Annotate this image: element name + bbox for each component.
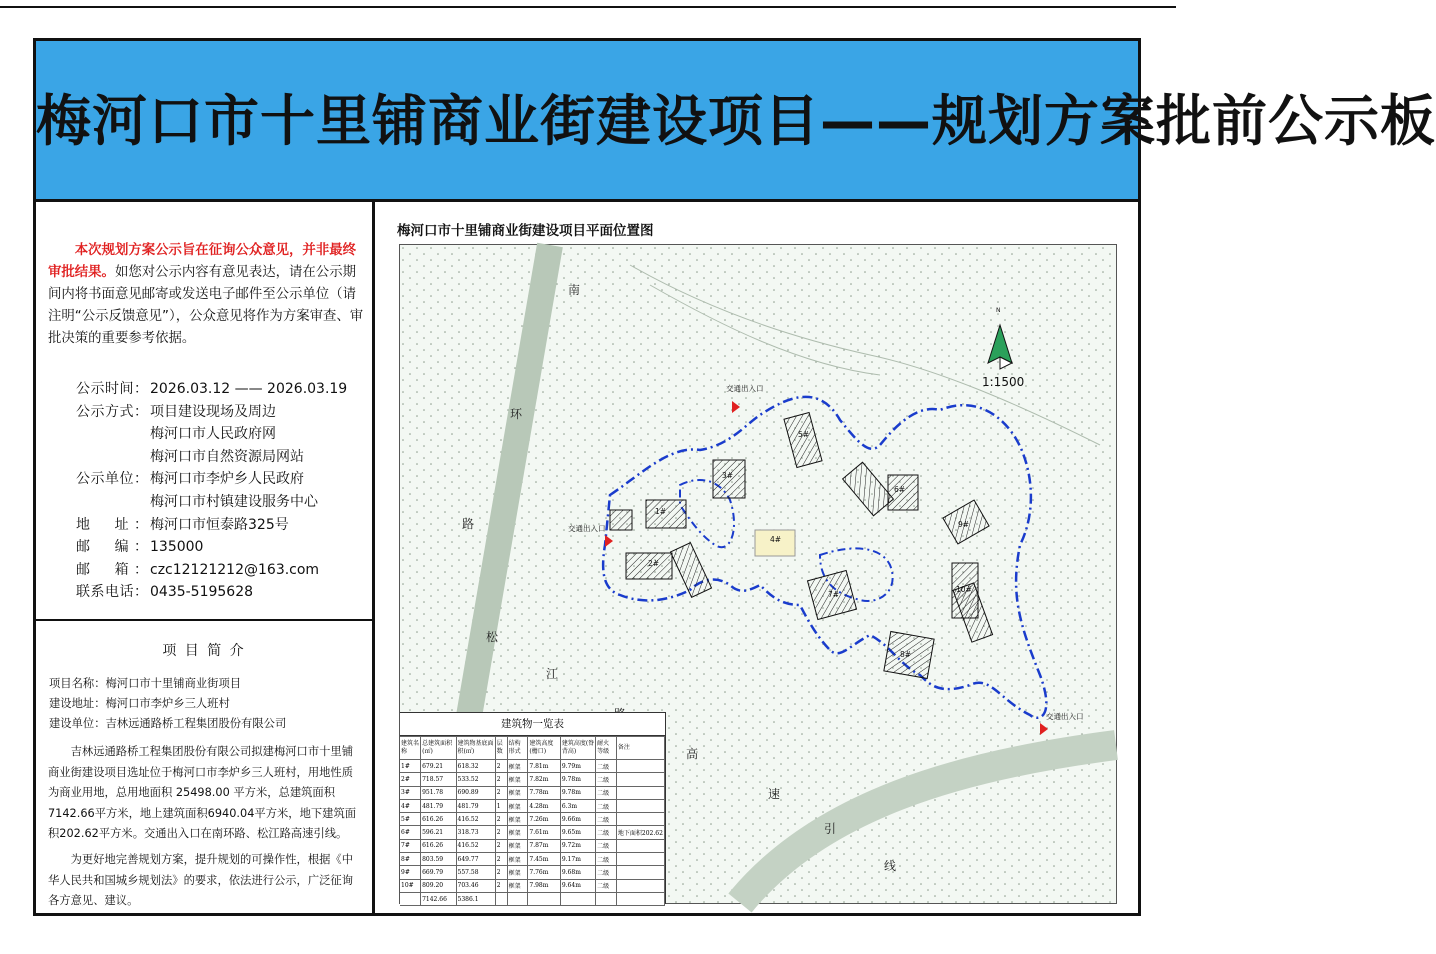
- table-body: [400, 760, 665, 906]
- panel-divider: [36, 619, 372, 621]
- road-label: 南: [568, 283, 581, 297]
- table-header-cell: 耐火等级: [596, 737, 617, 760]
- info-method-row-2: [76, 423, 347, 446]
- table-row: [400, 839, 665, 852]
- table-header-cell: 结构形式: [507, 737, 528, 760]
- table-cell: [507, 892, 528, 905]
- info-value: 135000: [150, 539, 204, 556]
- info-value: 梅河口市人民政府网: [150, 426, 276, 443]
- table-cell: 7.87m: [528, 839, 560, 852]
- table-cell: 6.3m: [560, 799, 595, 812]
- map-scale: 1:1500: [982, 375, 1025, 389]
- table-cell: 9.65m: [560, 826, 595, 839]
- road-label: 江: [546, 667, 559, 681]
- table-cell: 二级: [596, 866, 617, 879]
- table-cell: 9.68m: [560, 866, 595, 879]
- info-unit-row: [76, 468, 347, 491]
- table-cell: 1#: [400, 760, 421, 773]
- info-label: 邮 编：: [76, 539, 148, 556]
- info-value: 2026.03.12 —— 2026.03.19: [150, 381, 348, 397]
- table-cell: 679.21: [421, 760, 456, 773]
- table-cell: 4#: [400, 799, 421, 812]
- building-label: 7#: [828, 590, 840, 599]
- table-cell: 803.59: [421, 853, 456, 866]
- table-cell: 7.78m: [528, 786, 560, 799]
- table-cell: 2: [495, 773, 507, 786]
- table-cell: 718.57: [421, 773, 456, 786]
- table-cell: 618.32: [456, 760, 495, 773]
- table-cell: 框架: [507, 839, 528, 852]
- table-header-row: [400, 737, 665, 760]
- table-row: [400, 760, 665, 773]
- table-cell: [616, 773, 664, 786]
- table-cell: 二级: [596, 853, 617, 866]
- building-label: 9#: [958, 520, 970, 529]
- table-cell: 557.58: [456, 866, 495, 879]
- table-cell: 2: [495, 853, 507, 866]
- table-cell: 7.76m: [528, 866, 560, 879]
- building-label: 5#: [798, 430, 810, 439]
- building-label: 10#: [956, 585, 972, 594]
- info-label: 邮 箱：: [76, 561, 148, 578]
- info-address-row: [76, 514, 347, 537]
- project-builder: 建设单位：吉林远通路桥工程集团股份有限公司: [49, 717, 287, 730]
- road-label: 引: [824, 822, 837, 836]
- table-cell: [616, 799, 664, 812]
- building-table-grid: [400, 736, 665, 906]
- table-row: [400, 799, 665, 812]
- building-table: [400, 712, 666, 904]
- table-cell: [560, 892, 595, 905]
- table-cell: 框架: [507, 826, 528, 839]
- table-cell: 596.21: [421, 826, 456, 839]
- info-value: 0435-5195628: [150, 584, 254, 601]
- exit-label: 交通出入口: [726, 384, 764, 393]
- table-cell: 4.28m: [528, 799, 560, 812]
- exit-label: 交通出入口: [568, 524, 606, 533]
- table-header-cell: 建筑高度(脊背高): [560, 737, 595, 760]
- table-row: [400, 866, 665, 879]
- table-header-cell: 备注: [616, 737, 664, 760]
- info-value: 梅河口市村镇建设服务中心: [150, 493, 318, 510]
- info-zip-row: [76, 536, 347, 559]
- table-cell: 9.64m: [560, 879, 595, 892]
- table-cell: 7.45m: [528, 853, 560, 866]
- table-cell: [616, 813, 664, 826]
- table-row: [400, 826, 665, 839]
- table-header-cell: 建筑高度(檐口): [528, 737, 560, 760]
- table-cell: 2: [495, 879, 507, 892]
- road-label: 路: [462, 517, 475, 531]
- info-time-row: [76, 378, 347, 401]
- table-cell: 7.82m: [528, 773, 560, 786]
- table-cell: 2: [495, 760, 507, 773]
- info-value: 项目建设现场及周边: [150, 403, 276, 420]
- table-row: [400, 773, 665, 786]
- table-cell: [616, 839, 664, 852]
- top-rule: [0, 6, 1176, 8]
- table-cell: 二级: [596, 760, 617, 773]
- table-cell: 7.61m: [528, 826, 560, 839]
- table-cell: 5#: [400, 813, 421, 826]
- road-label: 高: [686, 747, 699, 761]
- project-site: 建设地址：梅河口市李炉乡三人班村: [49, 697, 230, 710]
- info-label: 公示时间：: [76, 381, 148, 397]
- table-cell: 1: [495, 799, 507, 812]
- table-row: [400, 786, 665, 799]
- building-label: 1#: [655, 507, 667, 516]
- table-cell: 二级: [596, 773, 617, 786]
- table-cell: 10#: [400, 879, 421, 892]
- exit-label: 交通出入口: [1046, 712, 1084, 721]
- table-cell: 7#: [400, 839, 421, 852]
- info-unit-row-2: [76, 491, 347, 514]
- intro-paragraph-2: 为更好地完善规划方案，提升规划的可操作性，根据《中华人民共和国城乡规划法》的要求，依法进行公示，广泛征询各方意见、建议。: [48, 853, 354, 907]
- table-cell: [495, 892, 507, 905]
- table-cell: 481.79: [456, 799, 495, 812]
- table-cell: 318.73: [456, 826, 495, 839]
- table-cell: [616, 892, 664, 905]
- table-cell: 7142.66: [421, 892, 456, 905]
- table-cell: 二级: [596, 813, 617, 826]
- table-cell: 9#: [400, 866, 421, 879]
- table-cell: 8#: [400, 853, 421, 866]
- table-cell: 框架: [507, 866, 528, 879]
- table-cell: 5386.1: [456, 892, 495, 905]
- table-cell: 框架: [507, 853, 528, 866]
- table-cell: 框架: [507, 760, 528, 773]
- board-header: [36, 41, 1436, 202]
- info-value: 梅河口市李炉乡人民政府: [150, 471, 304, 488]
- table-cell: 2: [495, 826, 507, 839]
- table-cell: 690.89: [456, 786, 495, 799]
- info-method-row: [76, 401, 347, 424]
- table-cell: 框架: [507, 773, 528, 786]
- notice-board: [33, 38, 1436, 916]
- building-label: 3#: [722, 471, 734, 480]
- table-cell: 9.79m: [560, 760, 595, 773]
- info-method-row-3: [76, 446, 347, 469]
- road-label: 速: [768, 787, 781, 801]
- table-cell: 7.81m: [528, 760, 560, 773]
- table-cell: [528, 892, 560, 905]
- building-label: 2#: [648, 559, 660, 568]
- map-title: 梅河口市十里铺商业街建设项目平面位置图: [397, 223, 654, 239]
- table-cell: 9.78m: [560, 773, 595, 786]
- table-header-cell: 层数: [495, 737, 507, 760]
- table-cell: 框架: [507, 786, 528, 799]
- table-cell: [616, 760, 664, 773]
- table-title: 建筑物一览表: [400, 713, 665, 736]
- table-cell: 9.72m: [560, 839, 595, 852]
- table-cell: 二级: [596, 799, 617, 812]
- table-cell: [596, 892, 617, 905]
- info-email-row: [76, 559, 347, 582]
- table-cell: 框架: [507, 879, 528, 892]
- road-label: 环: [510, 407, 523, 421]
- table-header-cell: 总建筑面积(㎡): [421, 737, 456, 760]
- notice-body-text: 如您对公示内容有意见表达，请在公示期间内将书面意见邮寄或发送电子邮件至公示单位（请注明“公示反馈意见”），公众意见将作为方案审查、审批决策的重要参考依据。: [48, 265, 364, 346]
- table-cell: 951.78: [421, 786, 456, 799]
- table-row: [400, 813, 665, 826]
- table-row: [400, 879, 665, 892]
- info-label: 地 址：: [76, 516, 148, 533]
- table-cell: [616, 786, 664, 799]
- building-label: 4#: [770, 535, 782, 544]
- table-cell: 3#: [400, 786, 421, 799]
- table-cell: 649.77: [456, 853, 495, 866]
- table-cell: [400, 892, 421, 905]
- table-cell: 416.52: [456, 839, 495, 852]
- table-cell: 2: [495, 839, 507, 852]
- table-cell: [616, 879, 664, 892]
- table-row: [400, 853, 665, 866]
- table-cell: 669.79: [421, 866, 456, 879]
- table-cell: 703.46: [456, 879, 495, 892]
- table-cell: 9.17m: [560, 853, 595, 866]
- table-cell: [616, 866, 664, 879]
- publicity-info: [76, 378, 347, 604]
- road-label: 松: [486, 630, 499, 644]
- table-header-cell: 建筑物基底面积(㎡): [456, 737, 495, 760]
- table-cell: 地下面积202.62: [616, 826, 664, 839]
- table-cell: 416.52: [456, 813, 495, 826]
- road-label: 线: [884, 859, 897, 873]
- info-label: 公示单位：: [76, 471, 148, 488]
- table-cell: 二级: [596, 826, 617, 839]
- board-title: 梅河口市十里铺商业街建设项目——规划方案批前公示板: [36, 89, 1436, 153]
- info-value: 梅河口市自然资源局网站: [150, 448, 304, 465]
- site-plan-map: [399, 244, 1117, 904]
- table-cell: 6#: [400, 826, 421, 839]
- left-panel: [36, 202, 375, 913]
- table-row: [400, 892, 665, 905]
- building-label: 8#: [900, 650, 912, 659]
- info-label: 公示方式：: [76, 403, 148, 420]
- table-cell: 9.66m: [560, 813, 595, 826]
- info-value: 梅河口市恒泰路325号: [150, 516, 289, 533]
- info-value: czc12121212@163.com: [150, 561, 320, 578]
- map-panel: [375, 202, 1138, 913]
- table-cell: 二级: [596, 879, 617, 892]
- info-label: 联系电话：: [76, 584, 148, 601]
- north-label: N: [996, 307, 1001, 314]
- table-cell: 二级: [596, 786, 617, 799]
- info-phone-row: [76, 581, 347, 604]
- table-cell: 616.26: [421, 839, 456, 852]
- table-cell: 7.26m: [528, 813, 560, 826]
- table-cell: 2: [495, 866, 507, 879]
- intro-title: 项 目 简 介: [162, 643, 246, 659]
- table-cell: 框架: [507, 799, 528, 812]
- table-cell: 二级: [596, 839, 617, 852]
- project-name: 项目名称：梅河口市十里铺商业街项目: [49, 677, 242, 690]
- table-cell: 481.79: [421, 799, 456, 812]
- table-cell: 框架: [507, 813, 528, 826]
- table-cell: 809.20: [421, 879, 456, 892]
- table-cell: 2: [495, 813, 507, 826]
- table-header-cell: 建筑名称: [400, 737, 421, 760]
- table-cell: 7.98m: [528, 879, 560, 892]
- notice-red-text: 本次规划方案公示旨在征询公众意见，并非最终审批结果。: [48, 243, 356, 280]
- building-label: 6#: [894, 485, 906, 494]
- table-cell: 533.52: [456, 773, 495, 786]
- project-facts: [49, 674, 286, 734]
- table-cell: 9.78m: [560, 786, 595, 799]
- table-cell: 2#: [400, 773, 421, 786]
- table-cell: [616, 853, 664, 866]
- table-cell: 616.26: [421, 813, 456, 826]
- table-cell: 2: [495, 786, 507, 799]
- notice-text: [48, 240, 366, 350]
- intro-paragraph-1: 吉林远通路桥工程集团股份有限公司拟建梅河口市十里铺商业街建设项目选址位于梅河口市李炉乡三人班村，用地性质为商业用地，总用地面积 25498.00 平方米，总建筑面积7142.66平方米，地上建筑面积6940.04平方米，地下建筑面积202.62平方米。交通出入口在南环路、松江路高速引线。: [48, 745, 357, 840]
